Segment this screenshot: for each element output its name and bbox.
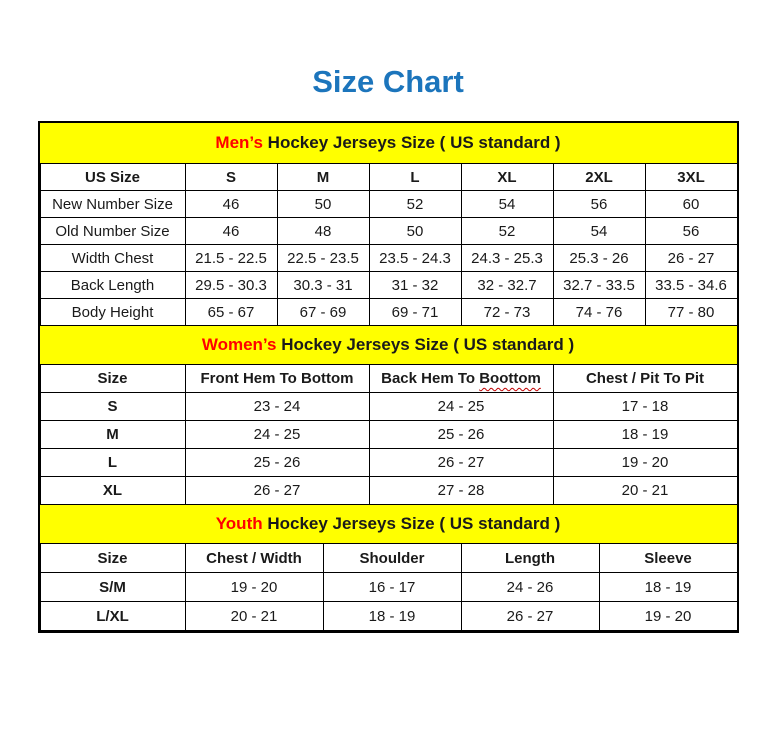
column-header-cell: Size	[40, 544, 185, 573]
column-header-row	[40, 164, 737, 191]
column-header-cell: L	[369, 164, 461, 191]
value-cell: 17 - 18	[553, 393, 737, 421]
column-header-cell: Size	[40, 365, 185, 393]
column-header-cell: Shoulder	[323, 544, 461, 573]
youth-size-table	[40, 543, 738, 631]
value-cell: 32.7 - 33.5	[553, 272, 645, 299]
table-row	[40, 191, 737, 218]
value-cell: 65 - 67	[185, 299, 277, 326]
row-label-cell: L	[40, 449, 185, 477]
value-cell: 18 - 19	[599, 573, 737, 602]
table-row	[40, 449, 737, 477]
value-cell: 33.5 - 34.6	[645, 272, 737, 299]
youth-section	[40, 505, 737, 631]
value-cell: 26 - 27	[185, 477, 369, 505]
row-label-cell: Width Chest	[40, 245, 185, 272]
misspelled-word-squiggle: Boottom	[479, 370, 541, 387]
value-cell: 19 - 20	[553, 449, 737, 477]
value-cell: 50	[369, 218, 461, 245]
value-cell: 24 - 26	[461, 573, 599, 602]
table-row	[40, 393, 737, 421]
value-cell: 56	[645, 218, 737, 245]
value-cell: 50	[277, 191, 369, 218]
table-row	[40, 218, 737, 245]
value-cell: 22.5 - 23.5	[277, 245, 369, 272]
table-row	[40, 573, 737, 602]
value-cell: 30.3 - 31	[277, 272, 369, 299]
row-label-cell: XL	[40, 477, 185, 505]
value-cell: 72 - 73	[461, 299, 553, 326]
column-header-cell: Length	[461, 544, 599, 573]
value-cell: 54	[461, 191, 553, 218]
value-cell: 31 - 32	[369, 272, 461, 299]
column-header-cell: US Size	[40, 164, 185, 191]
value-cell: 46	[185, 218, 277, 245]
value-cell: 32 - 32.7	[461, 272, 553, 299]
value-cell: 24.3 - 25.3	[461, 245, 553, 272]
value-cell: 24 - 25	[369, 393, 553, 421]
section-title-highlight: Youth	[215, 514, 263, 533]
row-label-cell: New Number Size	[40, 191, 185, 218]
row-label-cell: S	[40, 393, 185, 421]
section-title-text: Hockey Jerseys Size ( US standard )	[262, 133, 561, 152]
value-cell: 69 - 71	[369, 299, 461, 326]
youth-section-header	[40, 505, 737, 543]
column-header-cell: Chest / Width	[185, 544, 323, 573]
value-cell: 27 - 28	[369, 477, 553, 505]
column-header-row	[40, 365, 737, 393]
row-label-cell: Old Number Size	[40, 218, 185, 245]
table-row	[40, 272, 737, 299]
column-header-cell: S	[185, 164, 277, 191]
value-cell: 25.3 - 26	[553, 245, 645, 272]
value-cell: 60	[645, 191, 737, 218]
column-header-cell: Sleeve	[599, 544, 737, 573]
value-cell: 48	[277, 218, 369, 245]
column-header-cell: 3XL	[645, 164, 737, 191]
value-cell: 19 - 20	[185, 573, 323, 602]
value-cell: 46	[185, 191, 277, 218]
value-cell: 20 - 21	[553, 477, 737, 505]
value-cell: 19 - 20	[599, 602, 737, 631]
value-cell: 26 - 27	[461, 602, 599, 631]
value-cell: 54	[553, 218, 645, 245]
section-title-text: Hockey Jerseys Size ( US standard )	[276, 335, 575, 354]
value-cell: 74 - 76	[553, 299, 645, 326]
value-cell: 77 - 80	[645, 299, 737, 326]
value-cell: 18 - 19	[323, 602, 461, 631]
page-title: Size Chart	[312, 64, 464, 99]
column-header-cell: Chest / Pit To Pit	[553, 365, 737, 393]
column-header-row	[40, 544, 737, 573]
value-cell: 26 - 27	[645, 245, 737, 272]
value-cell: 25 - 26	[369, 421, 553, 449]
value-cell: 23.5 - 24.3	[369, 245, 461, 272]
value-cell: 52	[369, 191, 461, 218]
size-chart	[38, 121, 739, 633]
womens-section-header	[40, 326, 737, 364]
table-row	[40, 245, 737, 272]
mens-section	[40, 123, 737, 326]
table-row	[40, 477, 737, 505]
row-label-cell: S/M	[40, 573, 185, 602]
value-cell: 21.5 - 22.5	[185, 245, 277, 272]
column-header-cell: Back Hem To Boottom	[369, 365, 553, 393]
value-cell: 24 - 25	[185, 421, 369, 449]
row-label-cell: Body Height	[40, 299, 185, 326]
value-cell: 56	[553, 191, 645, 218]
value-cell: 23 - 24	[185, 393, 369, 421]
value-cell: 18 - 19	[553, 421, 737, 449]
column-header-cell: XL	[461, 164, 553, 191]
womens-section	[40, 326, 737, 505]
mens-section-header	[40, 123, 737, 163]
value-cell: 52	[461, 218, 553, 245]
womens-size-table	[40, 364, 738, 505]
table-row	[40, 421, 737, 449]
value-cell: 29.5 - 30.3	[185, 272, 277, 299]
value-cell: 16 - 17	[323, 573, 461, 602]
value-cell: 26 - 27	[369, 449, 553, 477]
table-row	[40, 602, 737, 631]
row-label-cell: M	[40, 421, 185, 449]
column-header-cell: M	[277, 164, 369, 191]
value-cell: 25 - 26	[185, 449, 369, 477]
value-cell: 20 - 21	[185, 602, 323, 631]
column-header-cell: 2XL	[553, 164, 645, 191]
row-label-cell: Back Length	[40, 272, 185, 299]
mens-size-table	[40, 163, 738, 326]
table-row	[40, 299, 737, 326]
section-title-highlight: Women’s	[201, 335, 277, 354]
column-header-cell: Front Hem To Bottom	[185, 365, 369, 393]
section-title-highlight: Men’s	[215, 133, 263, 152]
row-label-cell: L/XL	[40, 602, 185, 631]
section-title-text: Hockey Jerseys Size ( US standard )	[262, 514, 561, 533]
value-cell: 67 - 69	[277, 299, 369, 326]
